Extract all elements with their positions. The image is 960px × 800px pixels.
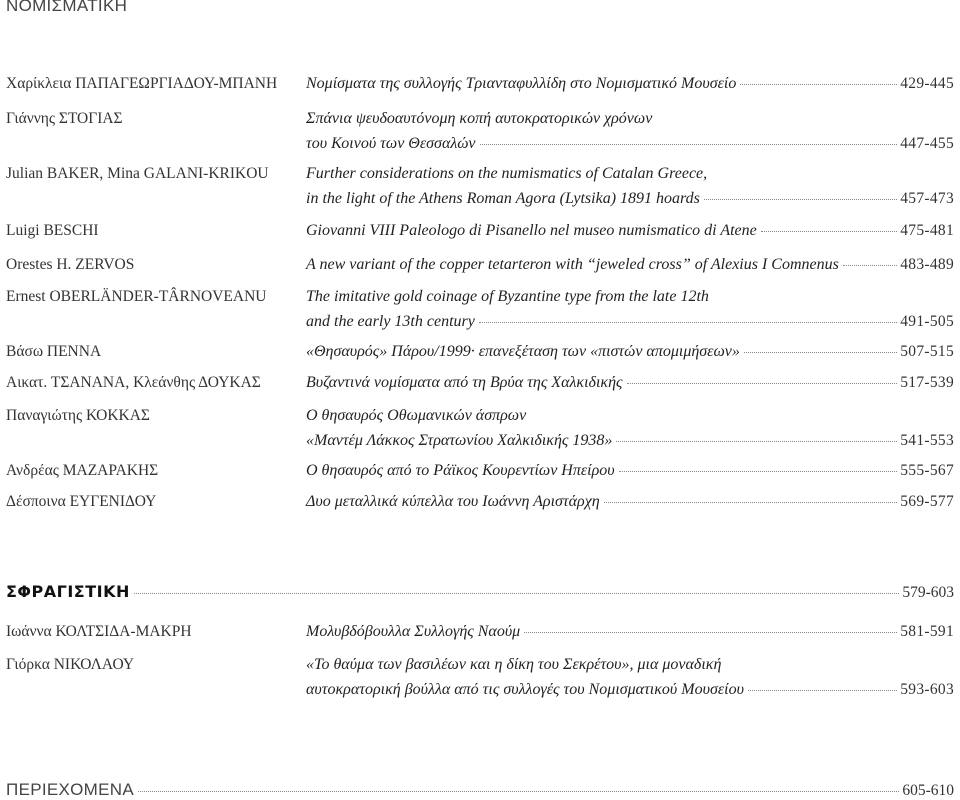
entry-author: Ιωάννα ΚΟΛΤΣΙΔΑ-ΜΑΚΡΗ	[6, 623, 192, 640]
dot-leader	[740, 84, 897, 85]
entry-author: Αικατ. ΤΣΑΝΑΝΑ, Κλεάνθης ΔΟΥΚΑΣ	[6, 374, 261, 391]
entry-title	[306, 374, 954, 399]
dot-leader	[134, 593, 899, 594]
entry-author: Orestes H. ZERVOS	[6, 256, 135, 273]
entry-author: Χαρίκλεια ΠΑΠΑΓΕΩΡΓΙΑΔΟΥ-ΜΠΑΝΗ	[6, 75, 278, 92]
title-text: αυτοκρατορική βούλλα από τις συλλογές του Νομισματικού Μουσείου	[306, 681, 744, 698]
title-text: Ο θησαυρός Οθωμανικών άσπρων	[306, 407, 527, 424]
dot-leader	[704, 199, 897, 200]
title-line	[306, 432, 954, 457]
entry-title	[306, 75, 954, 100]
footer-title: ΠΕΡΙΕΧΟΜΕΝΑ	[6, 780, 134, 799]
title-text: Μολυβδόβουλλα Συλλογής Ναούμ	[306, 623, 521, 640]
title-line	[306, 75, 954, 100]
dot-leader	[761, 231, 898, 232]
entry-author: Γιάννης ΣΤΟΓΙΑΣ	[6, 110, 123, 127]
entry-author: Ανδρέας ΜΑΖΑΡΑΚΗΣ	[6, 462, 159, 479]
entry-pages: 429-445	[900, 75, 954, 92]
dot-leader	[619, 471, 898, 472]
title-line	[306, 493, 954, 518]
dot-leader	[138, 791, 899, 792]
title-text: «Το θαύμα των βασιλέων και η δίκη του Σεκρέτου», μια μοναδική	[306, 656, 722, 673]
title-text: A new variant of the copper tetarteron with “jeweled cross” of Alexius I Comnenus	[306, 256, 839, 273]
dot-leader	[524, 632, 897, 633]
entry-title	[306, 623, 954, 648]
title-text: του Κοινού των Θεσσαλών	[306, 135, 476, 152]
entry-author: Julian BAKER, Mina GALANI-KRIKOU	[6, 165, 269, 182]
dot-leader	[604, 502, 898, 503]
title-text: «Μαντέμ Λάκκος Στρατωνίου Χαλκιδικής 1938»	[306, 432, 613, 449]
title-line	[306, 222, 954, 247]
entry-title	[306, 165, 954, 215]
dot-leader	[627, 383, 898, 384]
footer-pages: 605-610	[902, 782, 954, 799]
entry-pages: 457-473	[900, 190, 954, 207]
title-line	[306, 656, 954, 681]
title-line	[306, 374, 954, 399]
entry-pages: 593-603	[900, 681, 954, 698]
entry-pages: 447-455	[900, 135, 954, 152]
entry-pages: 507-515	[900, 343, 954, 360]
entry-pages: 517-539	[900, 374, 954, 391]
title-line	[306, 190, 954, 215]
entry-author: Βάσω ΠΕΝΝΑ	[6, 343, 102, 360]
title-line	[306, 135, 954, 160]
title-line	[306, 407, 954, 432]
title-line	[306, 165, 954, 190]
title-line	[306, 256, 954, 281]
entry-title	[306, 407, 954, 457]
entry-author: Luigi BESCHI	[6, 222, 99, 239]
dot-leader	[479, 322, 897, 323]
entry-pages: 541-553	[900, 432, 954, 449]
dot-leader	[744, 352, 897, 353]
sigillography-pages: 579-603	[902, 584, 954, 601]
title-text: Δυο μεταλλικά κύπελλα του Ιωάννη Αριστάρχη	[306, 493, 600, 510]
entry-title	[306, 656, 954, 706]
entry-author: Ernest OBERLÄNDER-TÂRNOVEANU	[6, 288, 267, 305]
entry-pages: 569-577	[900, 493, 954, 510]
dot-leader	[616, 441, 897, 442]
title-line	[306, 343, 954, 368]
title-text: Further considerations on the numismatics of Catalan Greece,	[306, 165, 708, 182]
title-text: and the early 13th century	[306, 313, 475, 330]
entry-author: Δέσποινα ΕΥΓΕΝΙΔΟΥ	[6, 493, 157, 510]
title-text: Νομίσματα της συλλογής Τριανταφυλλίδη στο Νομισματικό Μουσείο	[306, 75, 737, 92]
entry-pages: 475-481	[900, 222, 954, 239]
dot-leader	[748, 690, 897, 691]
entry-pages: 491-505	[900, 313, 954, 330]
entry-title	[306, 462, 954, 487]
sigillography-title: ΣΦΡΑΓΙΣΤΙΚΗ	[6, 582, 130, 601]
entry-pages: 581-591	[900, 623, 954, 640]
entry-title	[306, 222, 954, 247]
entry-title	[306, 110, 954, 160]
entry-pages: 483-489	[900, 256, 954, 273]
title-text: Giovanni VIII Paleologo di Pisanello nel museo numismatico di Atene	[306, 222, 757, 239]
entry-pages: 555-567	[900, 462, 954, 479]
entry-title	[306, 256, 954, 281]
title-text: Σπάνια ψευδοαυτόνομη κοπή αυτοκρατορικών χρόνων	[306, 110, 653, 127]
entry-author: Παναγιώτης ΚΟΚΚΑΣ	[6, 407, 150, 424]
title-text: in the light of the Athens Roman Agora (Lytsika) 1891 hoards	[306, 190, 700, 207]
title-text: The imitative gold coinage of Byzantine type from the late 12th	[306, 288, 709, 305]
dot-leader	[480, 144, 898, 145]
running-header: ΝΟΜΙΣΜΑΤΙΚΗ	[6, 0, 128, 15]
title-line	[306, 681, 954, 706]
sigillography-heading	[6, 582, 954, 602]
title-line	[306, 313, 954, 338]
dot-leader	[843, 265, 897, 266]
entry-title	[306, 288, 954, 338]
entry-title	[306, 343, 954, 368]
title-text: Ο θησαυρός από το Ράϊκος Κουρεντίων Ηπείρου	[306, 462, 615, 479]
footer-contents	[6, 780, 954, 800]
title-line	[306, 288, 954, 313]
entry-author: Γιόρκα ΝΙΚΟΛΑΟΥ	[6, 656, 135, 673]
title-text: Βυζαντινά νομίσματα από τη Βρύα της Χαλκιδικής	[306, 374, 623, 391]
title-text: «Θησαυρός» Πάρου/1999· επανεξέταση των «πιστών απομιμήσεων»	[306, 343, 740, 360]
title-line	[306, 623, 954, 648]
title-line	[306, 462, 954, 487]
entry-title	[306, 493, 954, 518]
title-line	[306, 110, 954, 135]
